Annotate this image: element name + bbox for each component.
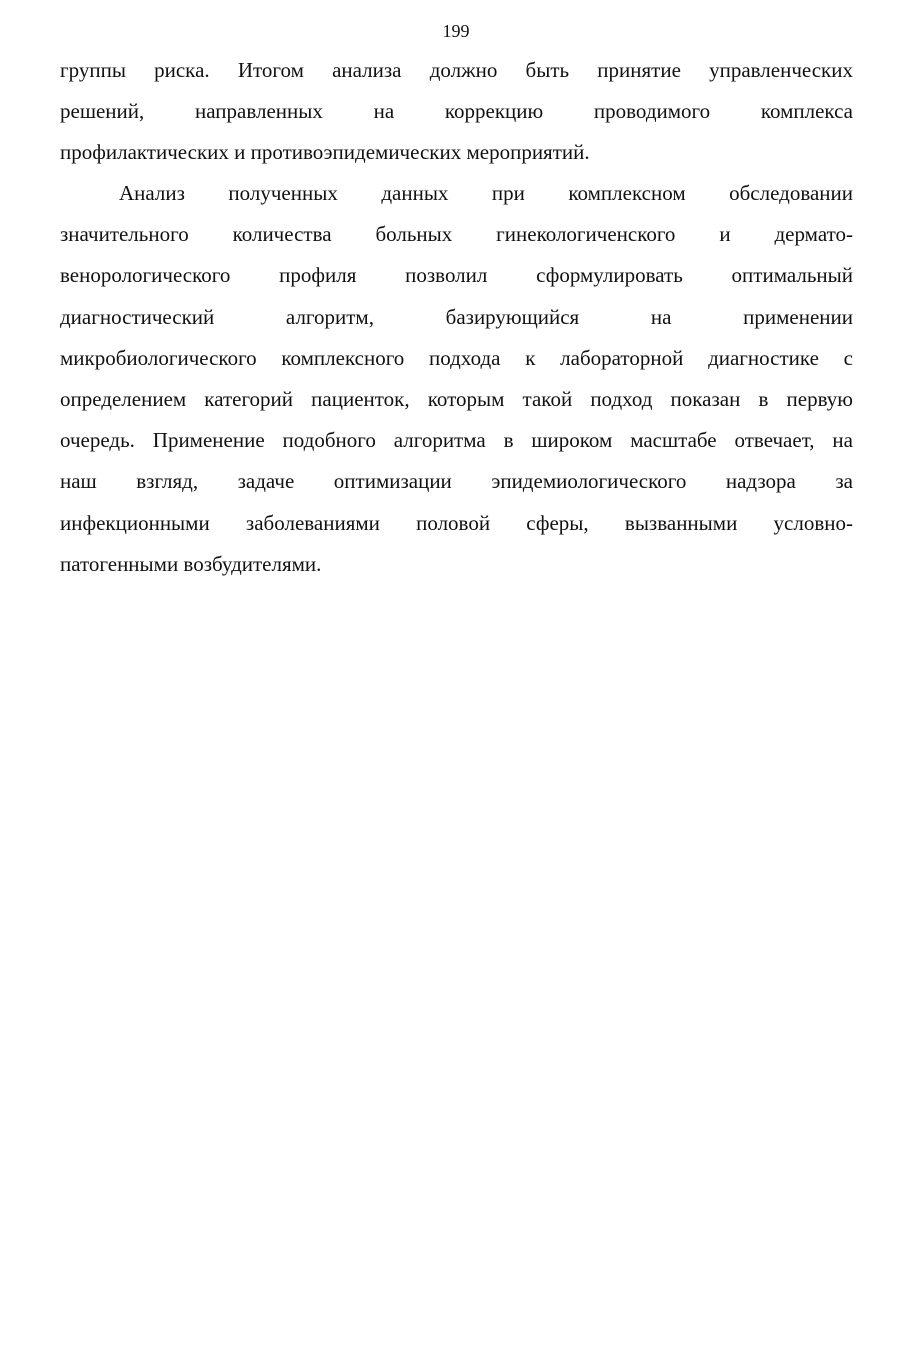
page-number: 199	[442, 21, 470, 41]
paragraph-line: значительного количества больных гинекологиченского и дермато-	[60, 222, 853, 247]
paragraph-line: диагностический алгоритм, базирующийся на применении	[60, 304, 853, 329]
paragraph-line: наш взгляд, задаче оптимизации эпидемиологического надзора за	[60, 469, 853, 494]
paragraph-line: группы риска. Итогом анализа должно быть принятие управленческих	[60, 58, 853, 82]
paragraph-line: инфекционными заболеваниями половой сферы, вызванными условно-	[60, 510, 853, 535]
paragraph-1	[60, 50, 853, 174]
paragraph-line: решений, направленных на коррекцию проводимого комплекса	[60, 99, 853, 124]
paragraph-2	[60, 173, 853, 585]
paragraph-line: профилактических и противоэпидемических мероприятий.	[60, 140, 590, 165]
paragraph-line: венорологического профиля позволил сформулировать оптимальный	[60, 263, 853, 288]
paragraph-line: определением категорий пациенток, которым такой подход показан в первую	[60, 386, 853, 411]
paragraph-line: патогенными возбудителями.	[60, 551, 322, 576]
paragraph-line: очередь. Применение подобного алгоритма в широком масштабе отвечает, на	[60, 428, 853, 453]
paragraph-line: микробиологического комплексного подхода к лабораторной диагностике с	[60, 345, 853, 370]
paragraph-line: Анализ полученных данных при комплексном обследовании	[119, 181, 853, 205]
